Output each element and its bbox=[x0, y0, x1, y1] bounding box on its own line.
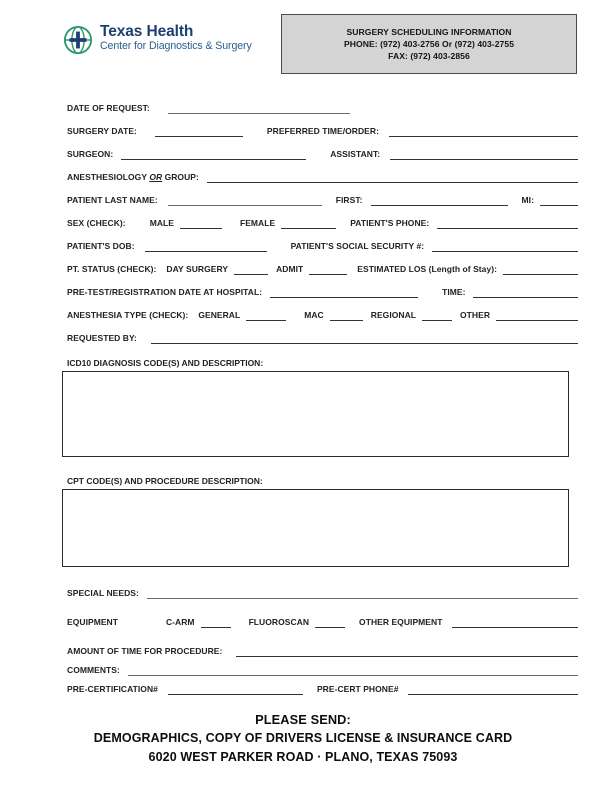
info-box-title: SURGERY SCHEDULING INFORMATION bbox=[346, 27, 512, 37]
checkbox-mac[interactable] bbox=[330, 309, 363, 321]
checkbox-regional[interactable] bbox=[422, 309, 452, 321]
input-patients-ssn[interactable] bbox=[432, 240, 578, 252]
label-comments: COMMENTS: bbox=[67, 665, 120, 675]
input-amount-of-time[interactable] bbox=[236, 645, 578, 657]
input-patients-phone[interactable] bbox=[437, 217, 578, 229]
label-patients-phone: PATIENT'S PHONE: bbox=[350, 218, 430, 228]
input-anesthesiology-group[interactable] bbox=[207, 171, 578, 183]
footer-address: 6020 WEST PARKER ROAD · PLANO, TEXAS 75093 bbox=[148, 750, 458, 764]
form-body bbox=[0, 92, 606, 767]
input-requested-by[interactable] bbox=[151, 332, 578, 344]
footer-please-send: PLEASE SEND: bbox=[255, 712, 351, 727]
label-requested-by: REQUESTED BY: bbox=[67, 333, 137, 343]
label-regional: REGIONAL bbox=[370, 310, 417, 320]
row-pt-status bbox=[0, 253, 606, 276]
label-sex-check: SEX (CHECK): bbox=[67, 218, 126, 228]
row-pretest-registration bbox=[0, 276, 606, 299]
label-general: GENERAL bbox=[198, 310, 241, 320]
surgery-scheduling-info-box bbox=[281, 14, 577, 74]
checkbox-admit[interactable] bbox=[309, 263, 347, 275]
label-pre-cert-phone: PRE-CERT PHONE# bbox=[316, 684, 399, 694]
label-mac: MAC bbox=[304, 310, 324, 320]
label-assistant: ASSISTANT: bbox=[330, 149, 381, 159]
row-requested-by bbox=[0, 322, 606, 345]
checkbox-female[interactable] bbox=[281, 217, 336, 229]
row-amount-of-time bbox=[0, 635, 606, 658]
checkbox-fluoroscan[interactable] bbox=[315, 616, 345, 628]
row-date-of-request bbox=[0, 92, 606, 115]
label-surgery-date: SURGERY DATE: bbox=[67, 126, 137, 136]
label-pretest-registration: PRE-TEST/REGISTRATION DATE AT HOSPITAL: bbox=[67, 287, 263, 297]
input-time[interactable] bbox=[473, 286, 578, 298]
input-date-of-request[interactable] bbox=[168, 102, 350, 114]
input-pre-cert-phone[interactable] bbox=[408, 683, 578, 695]
label-anesthesia-type-check: ANESTHESIA TYPE (CHECK): bbox=[67, 310, 189, 320]
row-surgery-date bbox=[0, 115, 606, 138]
row-pre-certification bbox=[0, 677, 606, 696]
label-fluoroscan: FLUOROSCAN bbox=[248, 617, 310, 627]
label-time: TIME: bbox=[442, 287, 466, 297]
label-patients-dob: PATIENT'S DOB: bbox=[67, 241, 135, 251]
label-admit: ADMIT bbox=[276, 264, 304, 274]
row-surgeon bbox=[0, 138, 606, 161]
label-first-name: FIRST: bbox=[335, 195, 363, 205]
logo-title: Texas Health bbox=[100, 23, 194, 40]
checkbox-c-arm[interactable] bbox=[201, 616, 231, 628]
label-date-of-request: DATE OF REQUEST: bbox=[67, 103, 150, 113]
label-special-needs: SPECIAL NEEDS: bbox=[67, 588, 139, 598]
textarea-cpt-description[interactable] bbox=[62, 489, 569, 567]
label-icd10-description: ICD10 DIAGNOSIS CODE(S) AND DESCRIPTION: bbox=[67, 358, 264, 368]
checkbox-day-surgery[interactable] bbox=[234, 263, 268, 275]
row-anesthesia-type bbox=[0, 299, 606, 322]
label-pt-status-check: PT. STATUS (CHECK): bbox=[67, 264, 157, 274]
label-equipment: EQUIPMENT bbox=[67, 617, 118, 627]
input-pre-certification[interactable] bbox=[168, 683, 303, 695]
input-surgeon[interactable] bbox=[121, 148, 306, 160]
input-surgery-date[interactable] bbox=[155, 125, 243, 137]
label-amount-of-time: AMOUNT OF TIME FOR PROCEDURE: bbox=[67, 646, 223, 656]
info-box-fax: FAX: (972) 403-2856 bbox=[388, 51, 470, 61]
label-c-arm: C-ARM bbox=[165, 617, 195, 627]
label-preferred-time-order: PREFERRED TIME/ORDER: bbox=[266, 126, 379, 136]
row-special-needs bbox=[0, 577, 606, 600]
row-sex-check bbox=[0, 207, 606, 230]
organization-logo bbox=[63, 24, 252, 55]
input-preferred-time-order[interactable] bbox=[389, 125, 578, 137]
logo-subtitle: Center for Diagnostics & Surgery bbox=[100, 40, 252, 53]
textarea-icd10-description[interactable] bbox=[62, 371, 569, 457]
row-anesthesiology-group bbox=[0, 161, 606, 184]
checkbox-other-anesthesia[interactable] bbox=[496, 309, 578, 321]
label-pre-certification: PRE-CERTIFICATION# bbox=[67, 684, 158, 694]
input-pretest-registration-date[interactable] bbox=[270, 286, 418, 298]
row-equipment bbox=[0, 606, 606, 629]
label-male: MALE bbox=[149, 218, 174, 228]
label-other-anesthesia: OTHER bbox=[460, 310, 491, 320]
label-patient-last-name: PATIENT LAST NAME: bbox=[67, 195, 158, 205]
label-surgeon: SURGEON: bbox=[67, 149, 114, 159]
footer-demographics: DEMOGRAPHICS, COPY OF DRIVERS LICENSE & INSURANCE CARD bbox=[93, 731, 513, 745]
label-other-equipment: OTHER EQUIPMENT bbox=[359, 617, 443, 627]
input-patient-last-name[interactable] bbox=[168, 194, 322, 206]
form-footer bbox=[0, 710, 606, 767]
row-patient-name bbox=[0, 184, 606, 207]
input-mi[interactable] bbox=[540, 194, 578, 206]
checkbox-male[interactable] bbox=[180, 217, 222, 229]
input-first-name[interactable] bbox=[371, 194, 508, 206]
checkbox-general[interactable] bbox=[246, 309, 286, 321]
input-estimated-los[interactable] bbox=[503, 263, 578, 275]
label-estimated-los: ESTIMATED LOS (Length of Stay): bbox=[357, 264, 497, 274]
row-comments bbox=[0, 658, 606, 677]
texas-health-circle-cross-logo-icon bbox=[63, 25, 93, 55]
info-box-phone: PHONE: (972) 403-2756 Or (972) 403-2755 bbox=[343, 39, 515, 49]
input-comments[interactable] bbox=[128, 664, 578, 676]
label-patients-ssn: PATIENT'S SOCIAL SECURITY #: bbox=[290, 241, 425, 251]
form-header bbox=[0, 0, 606, 92]
label-female: FEMALE bbox=[239, 218, 276, 228]
input-other-equipment[interactable] bbox=[452, 616, 578, 628]
label-day-surgery: DAY SURGERY bbox=[166, 264, 229, 274]
input-assistant[interactable] bbox=[390, 148, 578, 160]
row-dob-ssn bbox=[0, 230, 606, 253]
input-special-needs[interactable] bbox=[147, 587, 578, 599]
label-anesthesiology-group: ANESTHESIOLOGY OR GROUP: bbox=[67, 172, 199, 182]
label-cpt-description: CPT CODE(S) AND PROCEDURE DESCRIPTION: bbox=[67, 476, 263, 486]
label-mi: MI: bbox=[521, 195, 534, 205]
input-patients-dob[interactable] bbox=[145, 240, 267, 252]
